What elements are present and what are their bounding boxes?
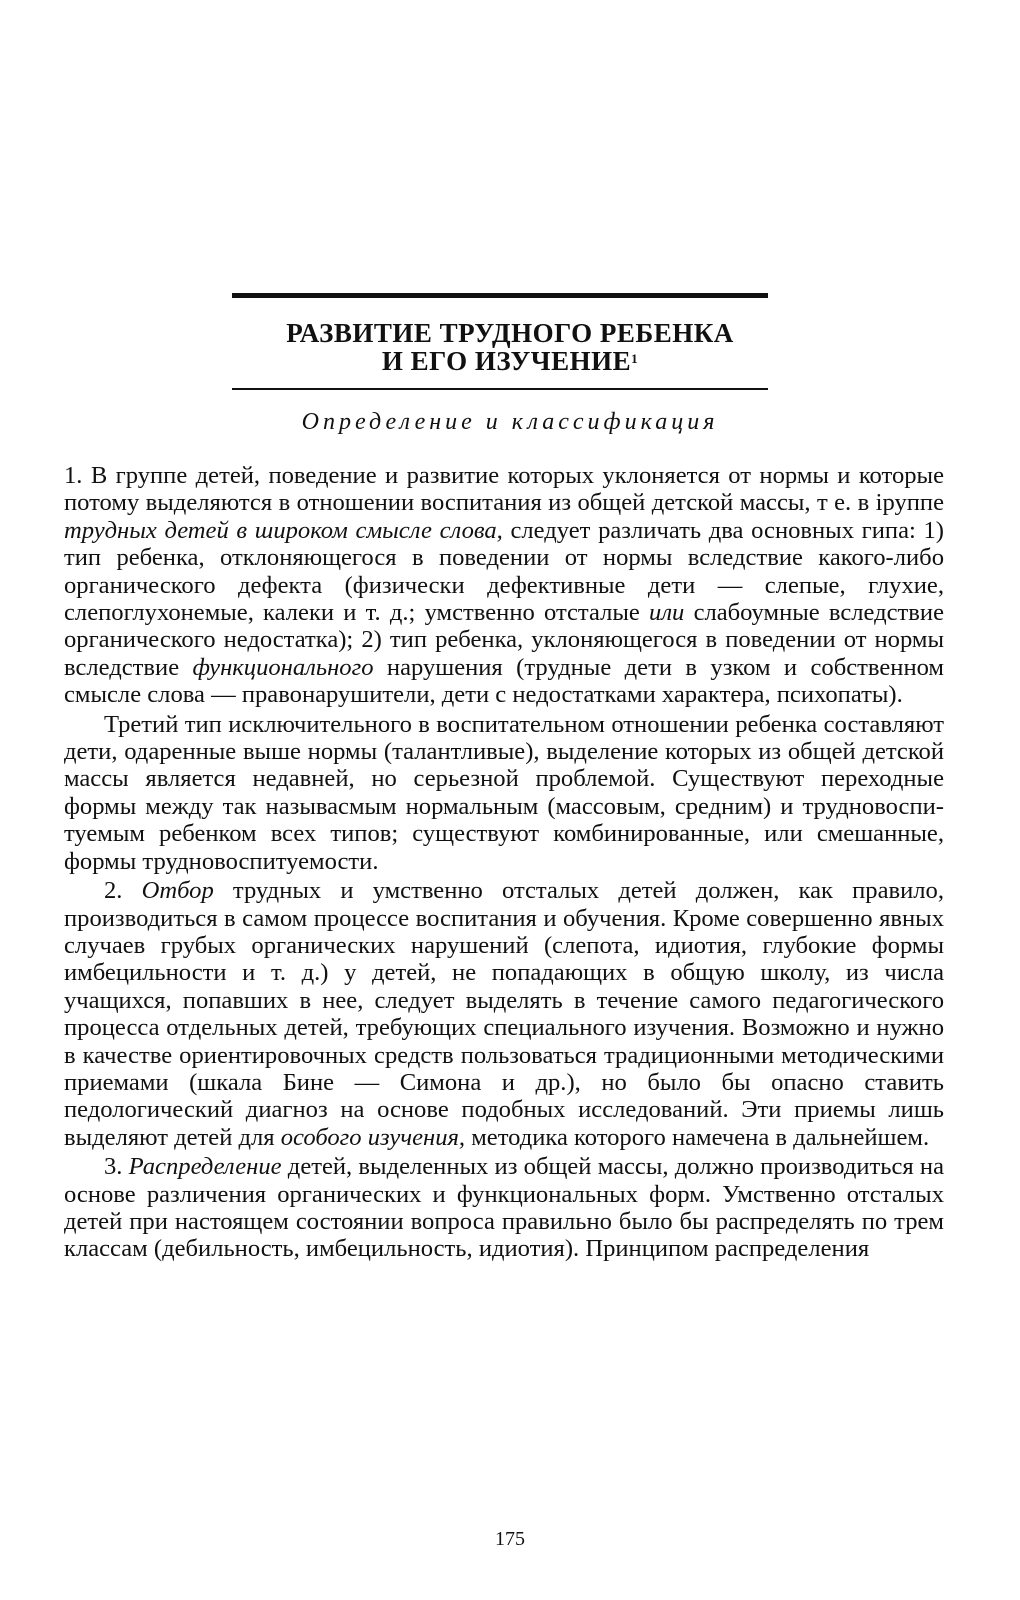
paragraph-4 (64, 1153, 944, 1263)
top-rule (232, 293, 768, 298)
paragraph-3 (64, 877, 944, 1151)
p1-text-a: 1. В группе детей, поведение и развитие которых уклоняется от нормы и которые потому выделяются в отношении воспитания из общей детской массы, т е. в іруппе (64, 462, 944, 517)
p1-text-c: слабоумные вследствие органического недостатка); 2) тип ребенка, уклоняющегося в поведении от нормы вследствие (64, 599, 944, 681)
title-rule (232, 388, 768, 390)
p3-emphasis-1: Отбор (141, 877, 214, 905)
p4-text-a: 3. (104, 1153, 129, 1181)
chapter-title-line-2 (0, 346, 1020, 376)
p3-text-b: трудных и умственно отсталых детей должен, как правило, производиться в самом процессе воспитания и обучения. Кроме совершенно явных случаев грубых органических нарушений (слепота, идиотия, глубокие формы имбецильности и т. д.) у детей, не попадающих в общую школу, из числа учащихся, попавших в нее, следует выделять в течение самого педагогического процесса отдельных детей, требующих специального изучения. Возможно и нужно в качестве ориентировочных средств пользоваться традиционными методическими приемами (шкала Бине — Симона и др.), но было бы опасно ставить педологический диагноз на основе подобных исследований. Эти приемы лишь выделяют детей для (64, 877, 944, 1151)
p4-emphasis-1: Распределение (128, 1153, 282, 1181)
p1-text-b: следует различать два основных гипа: 1) тип ребенка, отклоняющегося в поведении от нормы вследствие какого-либо органического дефекта (физически дефективные дети — слепые, глухие, слепоглухонемые, калеки и т. д.; умственно отсталые (64, 516, 944, 627)
body-text (64, 462, 944, 1263)
p3-text-a: 2. (104, 877, 142, 905)
p1-emphasis-1: трудных детей в широком смысле слова, (64, 516, 503, 544)
footnote-mark: 1 (631, 351, 639, 366)
chapter-title-line-1: РАЗВИТИЕ ТРУДНОГО РЕБЕНКА (286, 318, 734, 348)
section-heading: Определение и классификация (301, 409, 719, 435)
paragraph-2: Третий тип исключительного в воспитательном отношении ребенка составляют дети, одаренные выше нормы (талантливые), выделение которых из общей детской массы является недавней, но серьезной проблемой. Существуют переходные формы между так называсмым нормальным (массовым, средним) и трудновоспитуемым ребенком всех типов; существуют комбинированные, или смешанные, формы трудновоспитуемости. (64, 710, 944, 875)
p1-text-d: нарушения (трудные дети в узком и собственном смысле слова — правонарушители, дети с недостатками характера, психопаты). (64, 653, 944, 709)
page-number: 175 (495, 1528, 525, 1550)
p3-text-c: методика которого намечена в дальнейшем. (465, 1123, 930, 1151)
p1-emphasis-3: функционального (192, 653, 374, 681)
p3-emphasis-2: особого изучения, (280, 1123, 466, 1151)
chapter-title-text: И ЕГО ИЗУЧЕНИЕ (381, 346, 632, 376)
p4-text-b: детей, выделенных из общей массы, должно производиться на основе различения органических и функциональных форм. Умственно отсталых детей при настоящем состоянии вопроса правильно было бы распределять по трем классам (дебильность, имбецильность, идиотия). Принципом распределения (64, 1153, 944, 1263)
p1-emphasis-2: или (649, 599, 685, 627)
paragraph-1 (64, 462, 944, 709)
